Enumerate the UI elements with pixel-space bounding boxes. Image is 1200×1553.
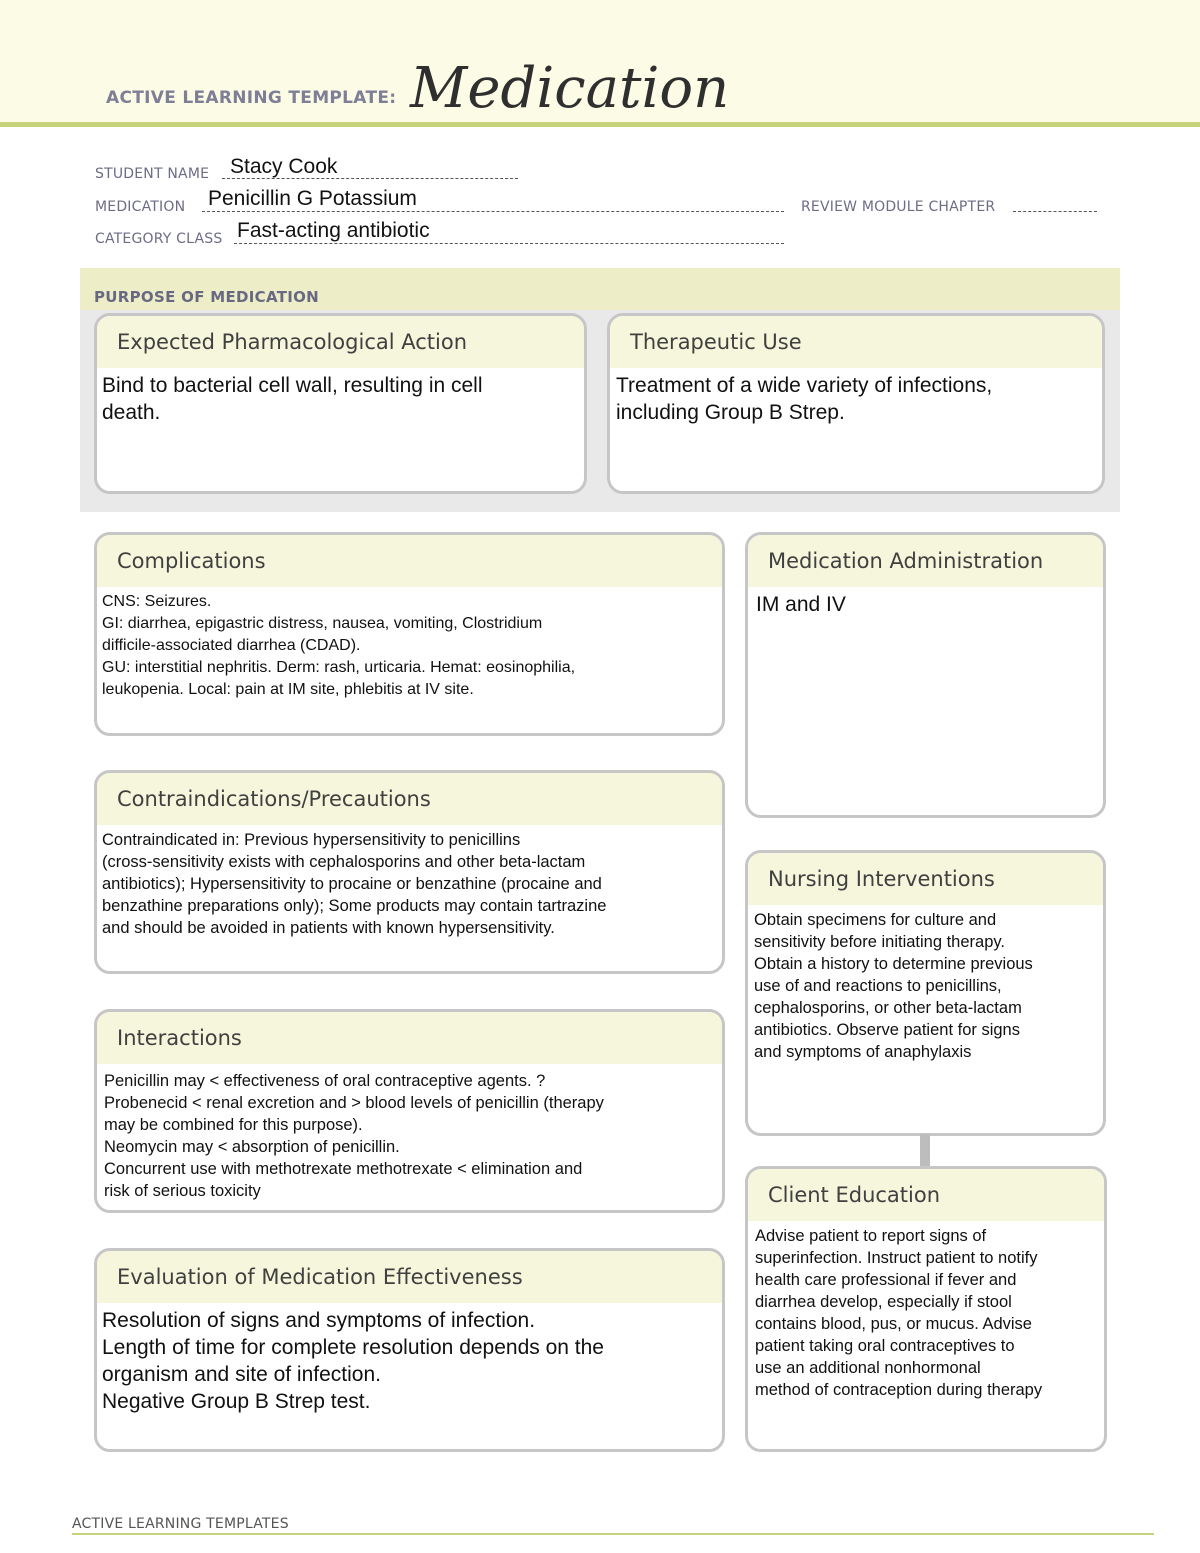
- body-line: risk of serious toxicity: [104, 1182, 261, 1200]
- client-education-title: Client Education: [748, 1169, 1104, 1221]
- body-line: health care professional if fever and: [755, 1271, 1017, 1289]
- student-name-field[interactable]: Stacy Cook: [230, 155, 338, 178]
- expected-action-box: [94, 313, 587, 494]
- contraindications-body[interactable]: [97, 825, 722, 939]
- administration-box: [745, 532, 1106, 818]
- nursing-interventions-body[interactable]: [748, 905, 1103, 1063]
- body-line: Concurrent use with methotrexate methotrexate < elimination and: [104, 1160, 583, 1178]
- body-line: Obtain specimens for culture and: [754, 911, 997, 929]
- body-line: may be combined for this purpose).: [104, 1116, 363, 1134]
- category-underline: [234, 243, 784, 244]
- evaluation-box: [94, 1248, 725, 1452]
- body-line: Resolution of signs and symptoms of infection.: [102, 1309, 536, 1332]
- review-module-underline: [1013, 211, 1097, 212]
- expected-action-body[interactable]: [97, 368, 584, 426]
- category-field[interactable]: Fast-acting antibiotic: [237, 219, 430, 242]
- body-line: difficile-associated diarrhea (CDAD).: [102, 637, 361, 654]
- complications-body[interactable]: [97, 587, 722, 701]
- student-name-label: STUDENT NAME: [95, 166, 210, 182]
- body-line: patient taking oral contraceptives to: [755, 1337, 1015, 1355]
- category-label: CATEGORY CLASS: [95, 231, 223, 247]
- body-line: superinfection. Instruct patient to notify: [755, 1249, 1038, 1267]
- body-line: GI: diarrhea, epigastric distress, nausea, vomiting, Clostridium: [102, 615, 543, 632]
- interactions-box: [94, 1009, 725, 1213]
- body-line: Advise patient to report signs of: [755, 1227, 987, 1245]
- body-line: antibiotics); Hypersensitivity to procaine or benzathine (procaine and: [102, 875, 602, 893]
- body-line: use an additional nonhormonal: [755, 1359, 981, 1377]
- administration-body[interactable]: [748, 587, 1103, 618]
- body-line: Penicillin may < effectiveness of oral contraceptive agents. ?: [104, 1072, 546, 1090]
- complications-title: Complications: [97, 535, 722, 587]
- body-line: Contraindicated in: Previous hypersensitivity to penicillins: [102, 831, 521, 849]
- body-line: (cross-sensitivity exists with cephalosporins and other beta-lactam: [102, 853, 586, 871]
- body-line: Treatment of a wide variety of infections,: [616, 374, 993, 397]
- body-line: organism and site of infection.: [102, 1363, 381, 1386]
- review-module-label: REVIEW MODULE CHAPTER: [801, 199, 996, 215]
- body-line: cephalosporins, or other beta-lactam: [754, 999, 1022, 1017]
- body-line: CNS: Seizures.: [102, 593, 212, 610]
- body-line: and should be avoided in patients with known hypersensitivity.: [102, 919, 555, 937]
- body-line: Bind to bacterial cell wall, resulting in cell: [102, 374, 483, 397]
- body-line: Obtain a history to determine previous: [754, 955, 1033, 973]
- body-line: Length of time for complete resolution depends on the: [102, 1336, 604, 1359]
- interactions-body[interactable]: [97, 1064, 722, 1202]
- footer-text: ACTIVE LEARNING TEMPLATES: [72, 1516, 289, 1532]
- therapeutic-use-title: Therapeutic Use: [610, 316, 1102, 368]
- expected-action-title: Expected Pharmacological Action: [97, 316, 584, 368]
- medication-label: MEDICATION: [95, 199, 186, 215]
- body-line: IM and IV: [756, 593, 846, 616]
- contraindications-box: [94, 770, 725, 974]
- medication-field[interactable]: Penicillin G Potassium: [208, 187, 417, 210]
- body-line: Negative Group B Strep test.: [102, 1390, 371, 1413]
- body-line: leukopenia. Local: pain at IM site, phlebitis at IV site.: [102, 681, 474, 698]
- footer-rule: [72, 1533, 1154, 1535]
- evaluation-body[interactable]: [97, 1303, 722, 1415]
- box-connector: [920, 1134, 930, 1166]
- header-rule: [0, 122, 1200, 127]
- contraindications-title: Contraindications/Precautions: [97, 773, 722, 825]
- evaluation-title: Evaluation of Medication Effectiveness: [97, 1251, 722, 1303]
- body-line: antibiotics. Observe patient for signs: [754, 1021, 1020, 1039]
- template-label: ACTIVE LEARNING TEMPLATE:: [106, 88, 397, 108]
- nursing-interventions-title: Nursing Interventions: [748, 853, 1103, 905]
- client-education-body[interactable]: [748, 1221, 1104, 1401]
- therapeutic-use-box: [607, 313, 1105, 494]
- body-line: sensitivity before initiating therapy.: [754, 933, 1005, 951]
- purpose-label: PURPOSE OF MEDICATION: [94, 288, 320, 306]
- body-line: contains blood, pus, or mucus. Advise: [755, 1315, 1032, 1333]
- body-line: Probenecid < renal excretion and > blood levels of penicillin (therapy: [104, 1094, 604, 1112]
- body-line: Neomycin may < absorption of penicillin.: [104, 1138, 400, 1156]
- page-title: Medication: [410, 56, 730, 121]
- body-line: GU: interstitial nephritis. Derm: rash, urticaria. Hemat: eosinophilia,: [102, 659, 576, 676]
- body-line: diarrhea develop, especially if stool: [755, 1293, 1012, 1311]
- body-line: including Group B Strep.: [616, 401, 845, 424]
- client-education-box: [745, 1166, 1107, 1452]
- medication-underline: [202, 211, 784, 212]
- complications-box: [94, 532, 725, 736]
- therapeutic-use-body[interactable]: [610, 368, 1102, 426]
- body-line: and symptoms of anaphylaxis: [754, 1043, 972, 1061]
- body-line: benzathine preparations only); Some products may contain tartrazine: [102, 897, 607, 915]
- nursing-interventions-box: [745, 850, 1106, 1136]
- body-line: death.: [102, 401, 161, 424]
- body-line: use of and reactions to penicillins,: [754, 977, 1002, 995]
- body-line: method of contraception during therapy: [755, 1381, 1043, 1399]
- interactions-title: Interactions: [97, 1012, 722, 1064]
- administration-title: Medication Administration: [748, 535, 1103, 587]
